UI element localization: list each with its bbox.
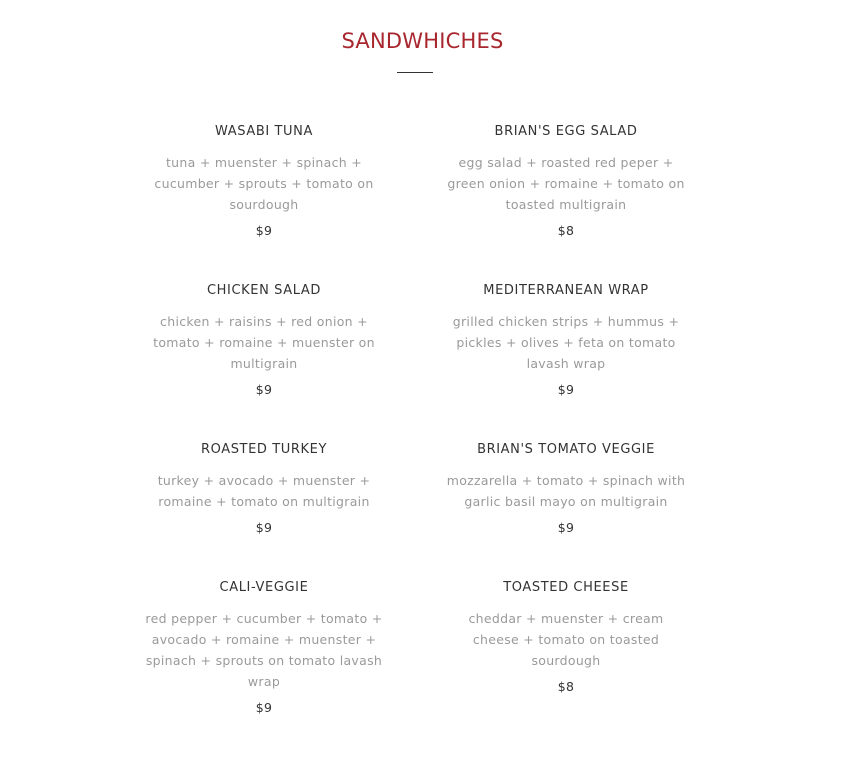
item-description: egg salad + roasted red peper + green onion + romaine + tomato on toasted multigrain [447, 155, 685, 212]
menu-item-brians-tomato-veggie [444, 441, 688, 537]
item-price: $9 [255, 382, 273, 397]
menu-item-wasabi-tuna [145, 123, 383, 240]
item-price: $8 [557, 679, 575, 694]
item-description: chicken + raisins + red onion + tomato + romaine + muenster on multigrain [153, 314, 375, 371]
section-title: SANDWHICHES [341, 29, 504, 53]
item-name: CHICKEN SALAD [207, 283, 321, 298]
item-name: WASABI TUNA [215, 124, 313, 139]
item-price: $9 [557, 382, 575, 397]
menu-item-roasted-turkey [145, 441, 383, 537]
menu-item-cali-veggie [145, 579, 383, 717]
item-name: ROASTED TURKEY [200, 442, 328, 457]
item-name: CALI-VEGGIE [219, 580, 309, 595]
menu-item-brians-egg-salad [444, 123, 688, 240]
menu-item-toasted-cheese [444, 579, 688, 696]
menu-item-chicken-salad [145, 282, 383, 399]
menu-item-mediterranean-wrap [444, 282, 688, 399]
title-divider [397, 72, 433, 73]
item-description: grilled chicken strips + hummus + pickles + olives + feta on tomato lavash wrap [452, 314, 680, 371]
item-price: $9 [255, 223, 273, 238]
item-description: tuna + muenster + spinach + cucumber + sprouts + tomato on sourdough [154, 155, 374, 212]
item-description: turkey + avocado + muenster + romaine + tomato on multigrain [157, 473, 371, 509]
item-price: $9 [255, 700, 273, 715]
item-price: $9 [255, 520, 273, 535]
item-description: red pepper + cucumber + tomato + avocado + romaine + muenster + spinach + sprouts on tomato lavash wrap [145, 611, 383, 689]
item-name: BRIAN'S EGG SALAD [494, 124, 638, 139]
item-name: MEDITERRANEAN WRAP [483, 283, 649, 298]
item-price: $9 [557, 520, 575, 535]
item-name: TOASTED CHEESE [503, 580, 629, 595]
item-price: $8 [557, 223, 575, 238]
item-name: BRIAN'S TOMATO VEGGIE [477, 442, 655, 457]
item-description: cheddar + muenster + cream cheese + tomato on toasted sourdough [468, 611, 664, 668]
item-description: mozzarella + tomato + spinach with garlic basil mayo on multigrain [446, 473, 686, 509]
